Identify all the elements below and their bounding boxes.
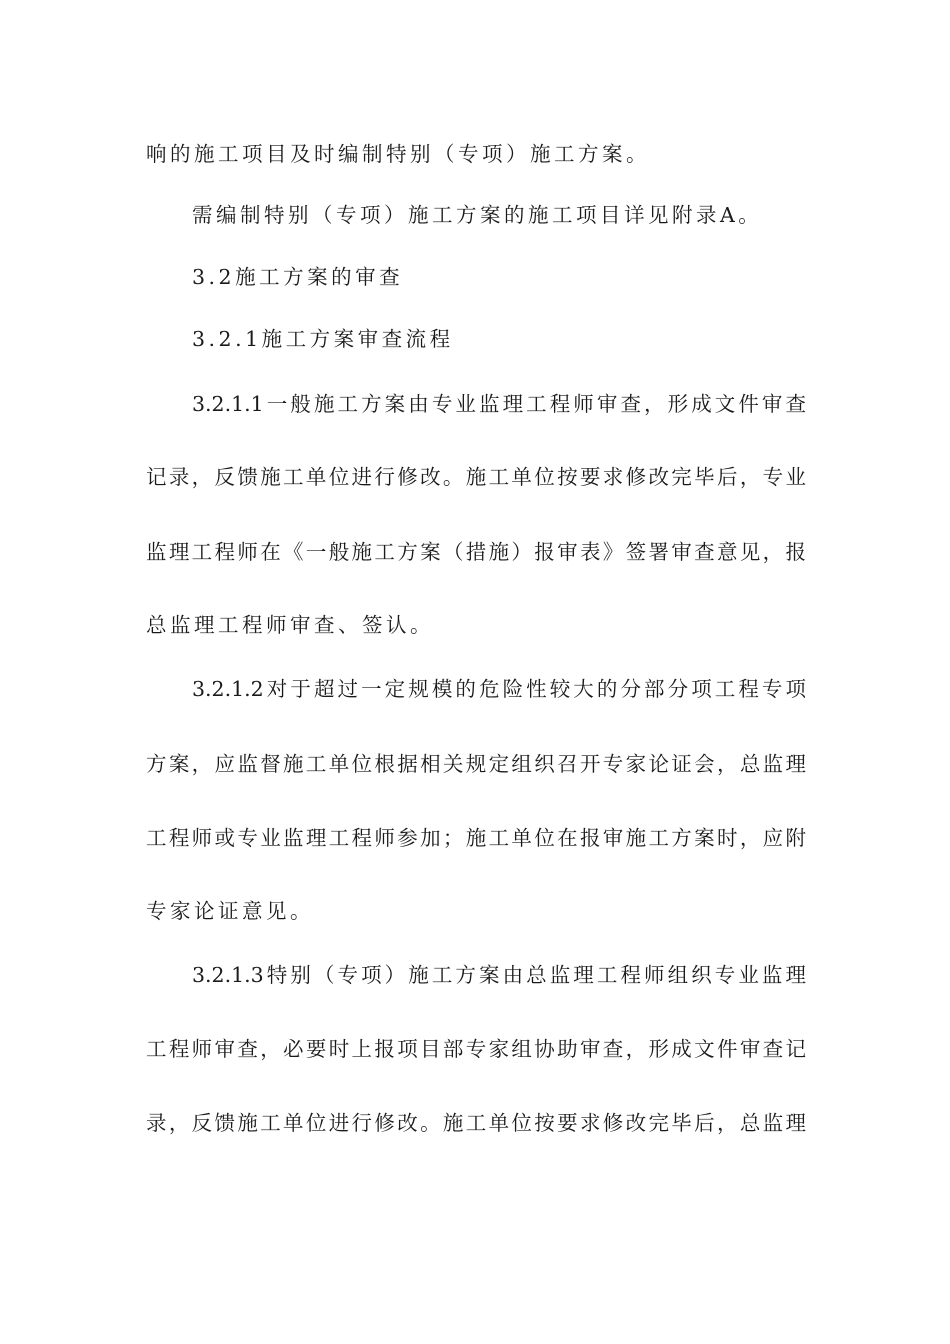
body-text-line: 监理工程师在《一般施工方案（措施）报审表》签署审查意见，报 [146, 540, 806, 564]
body-text-line: 3.2.1.1一般施工方案由专业监理工程师审查，形成文件审查 [192, 392, 806, 416]
body-text-line: 3.2.1.2对于超过一定规模的危险性较大的分部分项工程专项 [192, 677, 806, 701]
body-text-line: 3.2.1.3特别（专项）施工方案由总监理工程师组织专业监理 [192, 963, 806, 987]
subsection-heading: 3.2.1施工方案审查流程 [192, 327, 454, 351]
body-text-line: 响的施工项目及时编制特别（专项）施工方案。 [146, 142, 650, 166]
body-text-line: 专家论证意见。 [146, 899, 314, 923]
body-text-line: 方案，应监督施工单位根据相关规定组织召开专家论证会，总监理 [146, 752, 806, 776]
body-text-line: 总监理工程师审查、签认。 [146, 613, 434, 637]
body-text-line: 工程师或专业监理工程师参加；施工单位在报审施工方案时，应附 [146, 826, 806, 850]
body-text-line: 需编制特别（专项）施工方案的施工项目详见附录A。 [192, 203, 763, 227]
body-text-line: 记录，反馈施工单位进行修改。施工单位按要求修改完毕后，专业 [146, 465, 806, 489]
section-heading: 3.2施工方案的审查 [192, 265, 404, 289]
body-text-line: 录，反馈施工单位进行修改。施工单位按要求修改完毕后，总监理 [146, 1111, 806, 1135]
body-text-line: 工程师审查，必要时上报项目部专家组协助审查，形成文件审查记 [146, 1037, 806, 1061]
